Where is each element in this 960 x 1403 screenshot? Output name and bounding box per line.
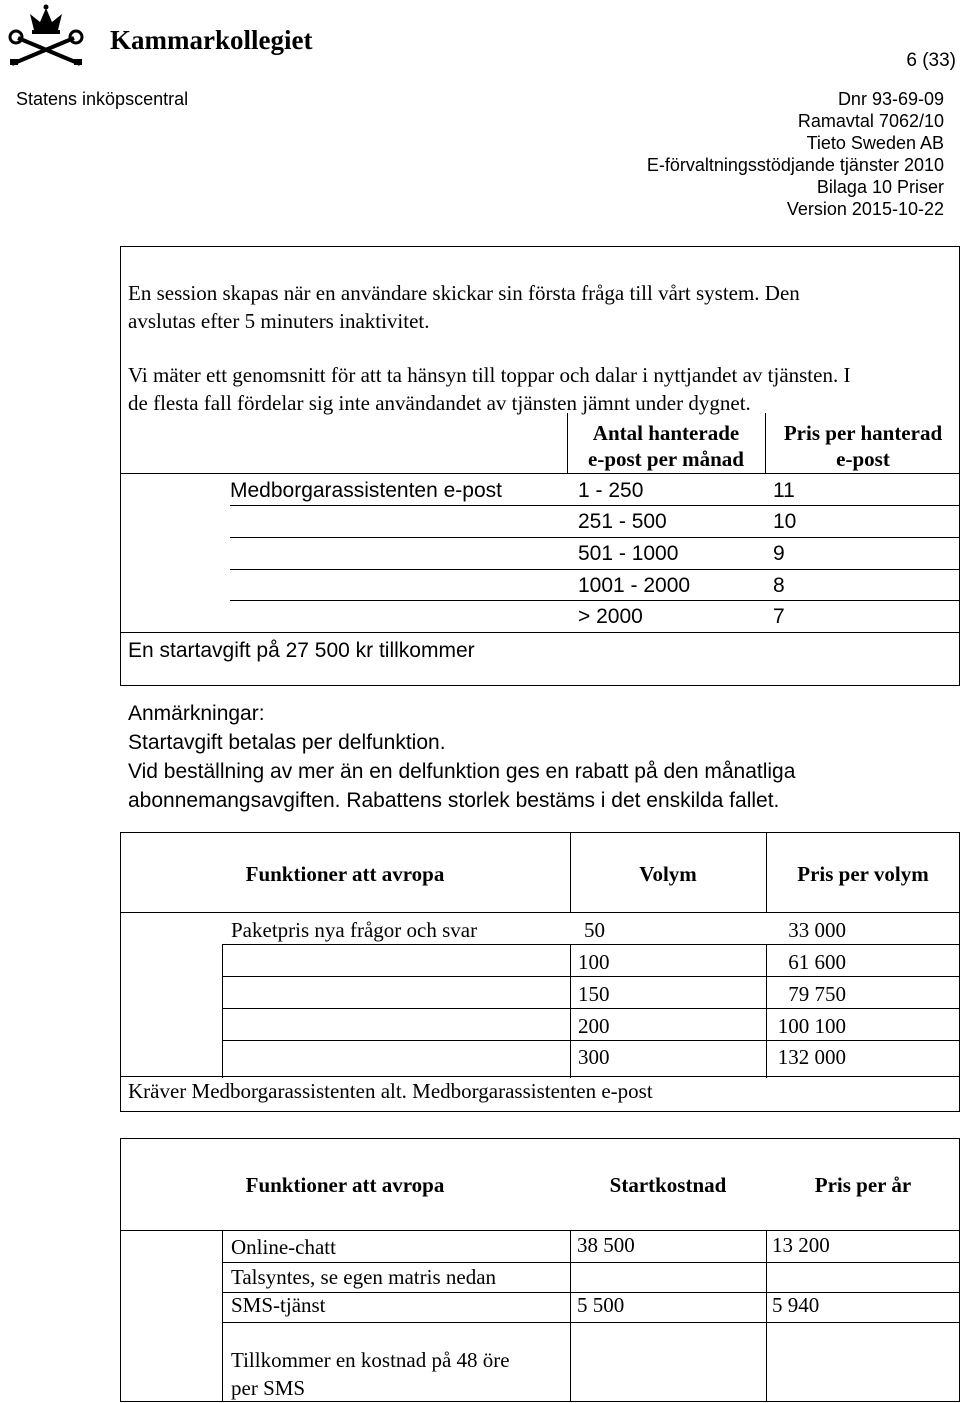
table3-year: 13 200 xyxy=(772,1233,830,1257)
table2-row xyxy=(578,949,854,975)
header-line-dnr: Dnr 93-69-09 xyxy=(837,89,944,109)
table2-row xyxy=(578,1013,854,1039)
table2-volume: 200 xyxy=(578,1014,610,1038)
remarks-line-3: abonnemangsavgiften. Rabattens storlek bestäms i det enskilda fallet. xyxy=(128,789,780,812)
table2-product: Paketpris nya frågor och svar xyxy=(231,918,478,942)
table1-row-4 xyxy=(578,573,958,599)
header-left: Statens inköpscentral xyxy=(16,89,189,109)
table2-price: 100 100 xyxy=(777,1014,846,1038)
table3-header-startcost: Startkostnad xyxy=(609,1173,727,1197)
table1-range: 1 - 250 xyxy=(578,479,644,502)
crown-crossed-keys-icon xyxy=(6,4,104,70)
table2-row xyxy=(584,917,854,943)
table1-range: 1001 - 2000 xyxy=(578,574,691,597)
table1-row-3 xyxy=(578,541,958,567)
table2-footer: Kräver Medborgarassistenten alt. Medborgarassistenten e-post xyxy=(128,1079,653,1103)
table1-price: 9 xyxy=(773,542,785,565)
table3-name: SMS-tjänst xyxy=(231,1293,326,1317)
remarks-line-1: Startavgift betalas per delfunktion. xyxy=(128,731,446,754)
table1-range: > 2000 xyxy=(578,605,643,628)
intro-paragraph-1: En session skapas när en användare skickar sin första fråga till vårt system. Den avslutas efter 5 minuters inaktivitet. xyxy=(128,281,800,333)
table2-price: 33 000 xyxy=(788,918,846,942)
table1-range: 251 - 500 xyxy=(578,510,667,533)
table1-header-divider xyxy=(120,473,960,474)
table1-product: Medborgarassistenten e-post xyxy=(230,479,502,502)
table1-price: 7 xyxy=(773,605,785,628)
intro-paragraph-2: Vi mäter ett genomsnitt för att ta hänsyn till toppar och dalar i nyttjandet av tjänsten. I de flesta fall fördelar sig inte användandet av tjänsten jämnt under dygnet. xyxy=(128,363,851,415)
remarks-block xyxy=(128,699,795,815)
table3-header-yearly: Pris per år xyxy=(814,1173,912,1197)
table2-volume: 50 xyxy=(584,918,605,942)
table2-volume: 300 xyxy=(578,1045,610,1069)
table1-footer: En startavgift på 27 500 kr tillkommer xyxy=(128,639,475,662)
table2-price: 132 000 xyxy=(777,1045,846,1069)
table1-header-price: Pris per hanterad e-post xyxy=(783,421,943,471)
table2-volume: 150 xyxy=(578,982,610,1006)
table1-price: 11 xyxy=(773,479,795,502)
table1-row-2 xyxy=(578,509,958,535)
table1-row-1 xyxy=(578,478,958,504)
table3-header-divider xyxy=(120,1230,960,1231)
table1-row-5 xyxy=(578,604,958,630)
table3-row xyxy=(231,1292,931,1318)
table1-price: 10 xyxy=(773,510,797,533)
header-line-supplier: Tieto Sweden AB xyxy=(806,133,944,153)
table2-header-price: Pris per volym xyxy=(797,862,929,886)
table2-volume: 100 xyxy=(578,950,610,974)
page-number: 6 (33) xyxy=(906,50,956,71)
kammarkollegiet-logo xyxy=(6,4,313,70)
remarks-title: Anmärkningar: xyxy=(128,702,265,725)
header-line-version: Version 2015-10-22 xyxy=(786,199,944,219)
table3-header-function: Funktioner att avropa xyxy=(245,1173,445,1197)
table2-row xyxy=(578,1044,854,1070)
remarks-line-2: Vid beställning av mer än en delfunktion ges en rabatt på den månatliga xyxy=(128,760,796,783)
table2-row xyxy=(578,981,854,1007)
table3-row xyxy=(231,1234,931,1260)
table3-sms-note: Tillkommer en kostnad på 48 öre per SMS xyxy=(231,1348,510,1400)
table2-price: 61 600 xyxy=(788,950,846,974)
table1-footer-divider xyxy=(120,632,960,633)
org-name: Kammarkollegiet xyxy=(110,25,313,55)
header-line-area: E-förvaltningsstödjande tjänster 2010 xyxy=(646,155,944,175)
table3-start: 5 500 xyxy=(577,1293,625,1317)
table3-start: 38 500 xyxy=(577,1233,635,1257)
header-line-bilaga: Bilaga 10 Priser xyxy=(816,177,944,197)
table3-name: Talsyntes, se egen matris nedan xyxy=(231,1265,497,1289)
table3-year: 5 940 xyxy=(772,1293,820,1317)
table1-range: 501 - 1000 xyxy=(578,542,679,565)
table2-header-function: Funktioner att avropa xyxy=(245,862,445,886)
table1-price: 8 xyxy=(773,574,785,597)
header-right-block xyxy=(484,88,944,220)
table1-header-volume: Antal hanterade e-post per månad xyxy=(588,421,744,471)
table3-row xyxy=(231,1264,931,1290)
table2-header-divider xyxy=(120,912,960,913)
table2-price: 79 750 xyxy=(788,982,846,1006)
table2-header-volume: Volym xyxy=(639,862,697,886)
header-line-ramavtal: Ramavtal 7062/10 xyxy=(797,111,944,131)
table3-name: Online-chatt xyxy=(231,1235,336,1259)
